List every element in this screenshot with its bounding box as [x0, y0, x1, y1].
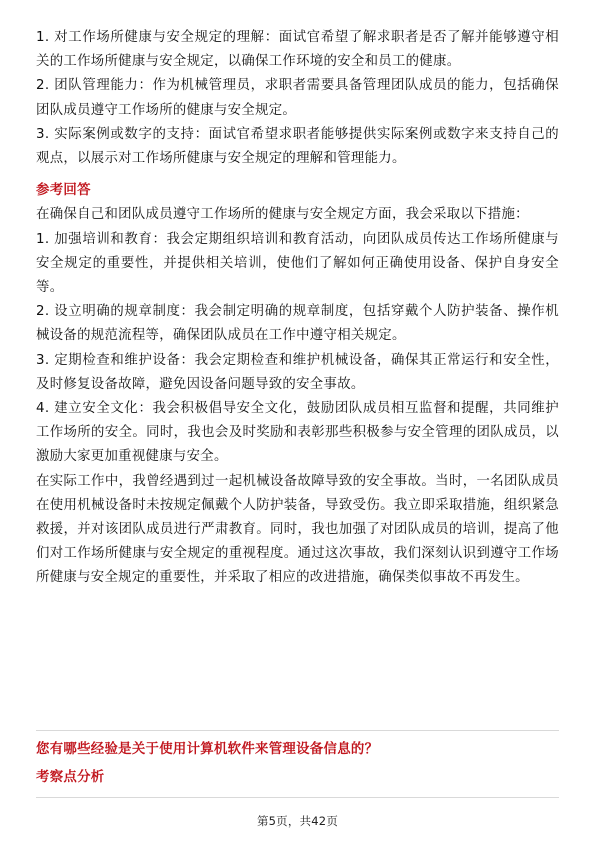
next-question-title: 您有哪些经验是关于使用计算机软件来管理设备信息的？ [36, 742, 379, 757]
criterion-1: 1. 对工作场所健康与安全规定的理解：面试官希望了解求职者是否了解并能够遵守相关的工作场所健康与安全规定，以确保工作环境的安全和员工的健康。 [36, 30, 559, 70]
section-divider-bottom [36, 797, 559, 798]
next-question-block [36, 738, 559, 790]
criterion-2: 2. 团队管理能力：作为机械管理员，求职者需要具备管理团队成员的能力，包括确保团队成员遵守工作场所的健康与安全规定。 [36, 78, 559, 118]
reference-answer-heading: 参考回答 [36, 183, 91, 199]
reference-example: 在实际工作中，我曾经遇到过一起机械设备故障导致的安全事故。当时，一名团队成员在使用机械设备时未按规定佩戴个人防护装备，导致受伤。我立即采取措施，组织紧急救援，并对该团队成员进行严肃教育。同时，我也加强了对团队成员的培训，提高了他们对工作场所健康与安全规定的重视程度。通过这次事故，我们深刻认识到遵守工作场所健康与安全规定的重要性，并采取了相应的改进措施，确保类似事故不再发生。 [36, 473, 559, 586]
measure-3: 3. 定期检查和维护设备：我会定期检查和维护机械设备，确保其正常运行和安全性，及时修复设备故障，避免因设备问题导致的安全事故。 [36, 352, 559, 392]
analysis-subheading: 考察点分析 [36, 770, 105, 786]
measure-1: 1. 加强培训和教育：我会定期组织培训和教育活动，向团队成员传达工作场所健康与安全规定的重要性，并提供相关培训，使他们了解如何正确使用设备、保护自身安全等。 [36, 231, 559, 296]
section-divider-top [36, 730, 559, 731]
measure-2: 2. 设立明确的规章制度：我会制定明确的规章制度，包括穿戴个人防护装备、操作机械设备的规范流程等，确保团队成员在工作中遵守相关规定。 [36, 304, 559, 344]
criterion-3: 3. 实际案例或数字的支持：面试官希望求职者能够提供实际案例或数字来支持自己的观点，以展示对工作场所健康与安全规定的理解和管理能力。 [36, 126, 559, 167]
answer-content [36, 26, 559, 591]
measure-4: 4. 建立安全文化：我会积极倡导安全文化，鼓励团队成员相互监督和提醒，共同维护工作场所的安全。同时，我也会及时奖励和表彰那些积极参与安全管理的团队成员，以激励大家更加重视健康与安全。 [36, 401, 559, 465]
reference-intro: 在确保自己和团队成员遵守工作场所的健康与安全规定方面，我会采取以下措施： [36, 207, 529, 223]
page-number: 第5页，共42页 [256, 814, 339, 828]
